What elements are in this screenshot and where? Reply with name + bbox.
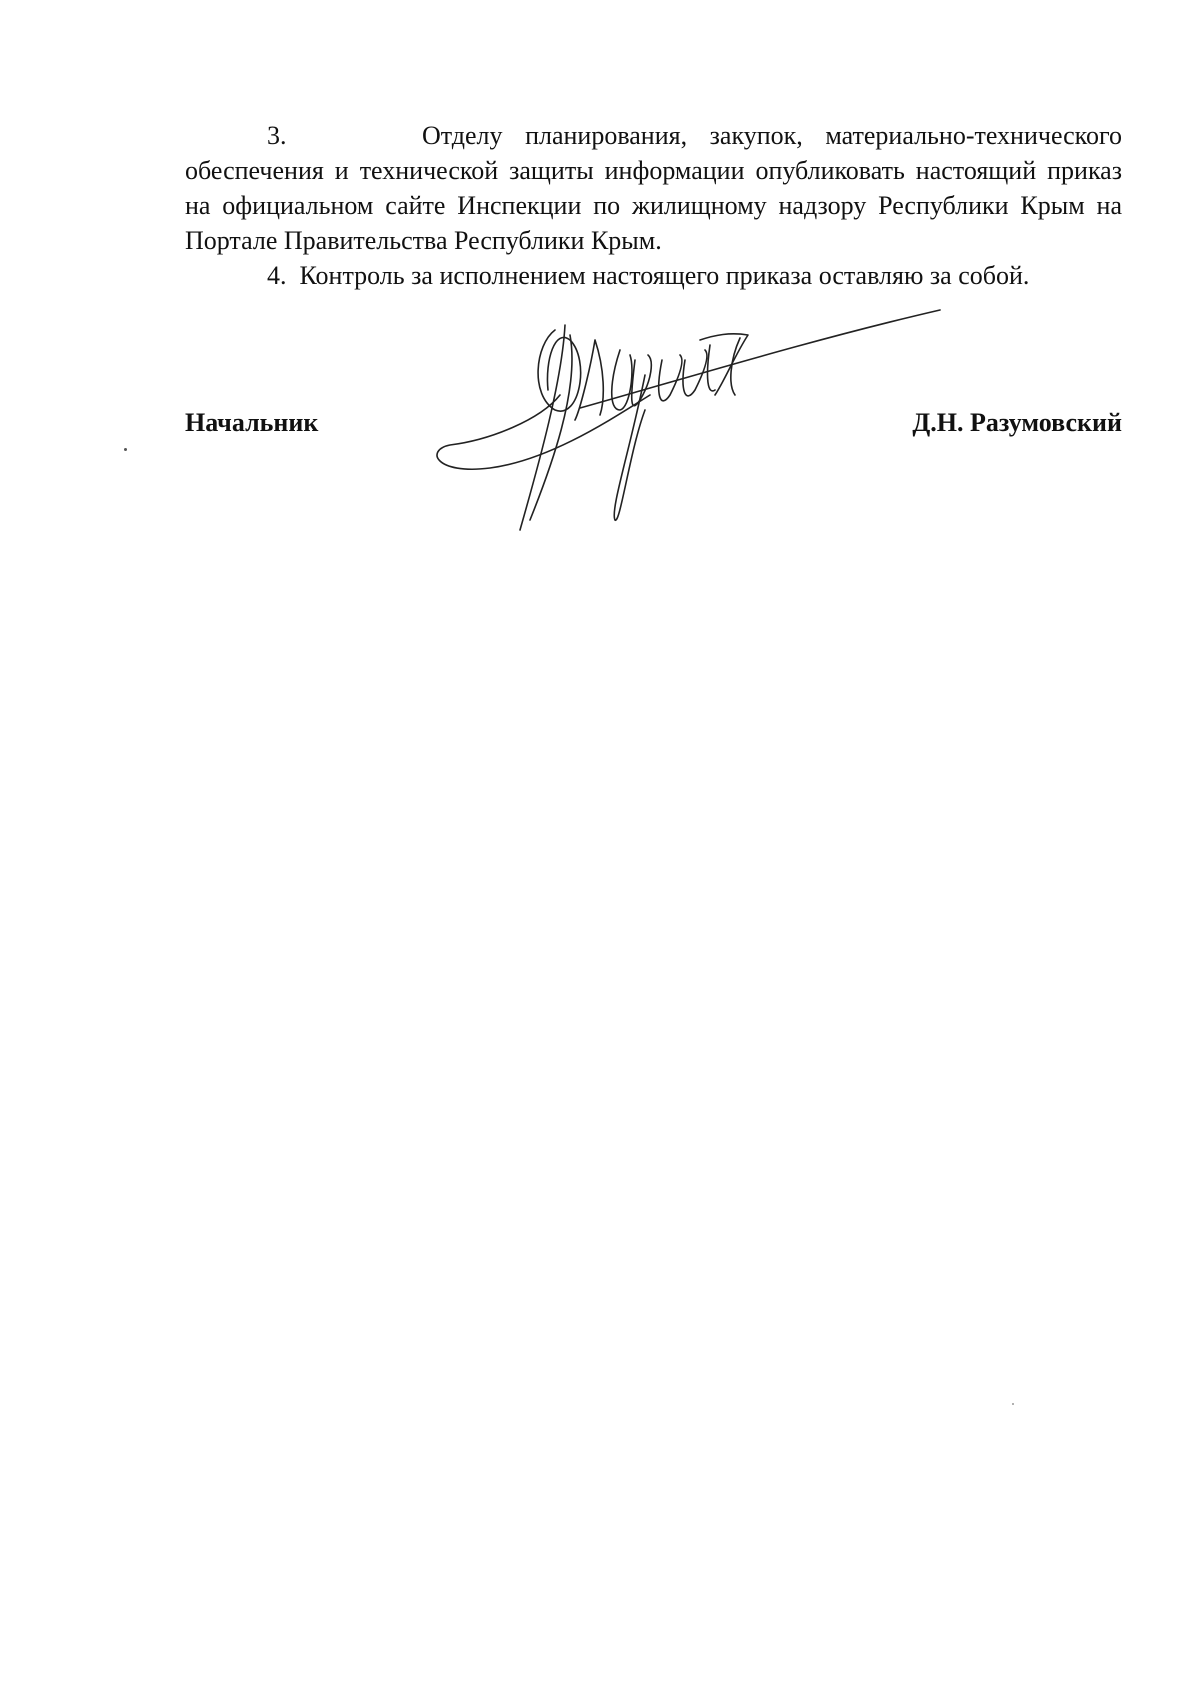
paragraph-4-number: 4. — [267, 261, 287, 290]
scan-speck — [1012, 1403, 1014, 1405]
paragraph-3-number: 3. — [267, 121, 287, 150]
paragraph-3 — [185, 118, 1122, 258]
signer-name: Д.Н. Разумовский — [912, 408, 1122, 437]
paragraph-4-text: Контроль за исполнением настоящего приказа оставляю за собой. — [299, 261, 1030, 290]
document-body — [185, 118, 1122, 293]
scan-speck — [124, 448, 127, 451]
paragraph-4 — [185, 258, 1122, 293]
paragraph-3-text: Отделу планирования, закупок, материально-технического обеспечения и технической защиты информации опубликовать настоящий приказ на официальном сайте Инспекции по жилищному надзору Республики Крым на Портале Правительства Республики Крым. — [185, 121, 1123, 255]
position-title: Начальник — [185, 408, 319, 437]
handwritten-signature — [430, 300, 950, 580]
